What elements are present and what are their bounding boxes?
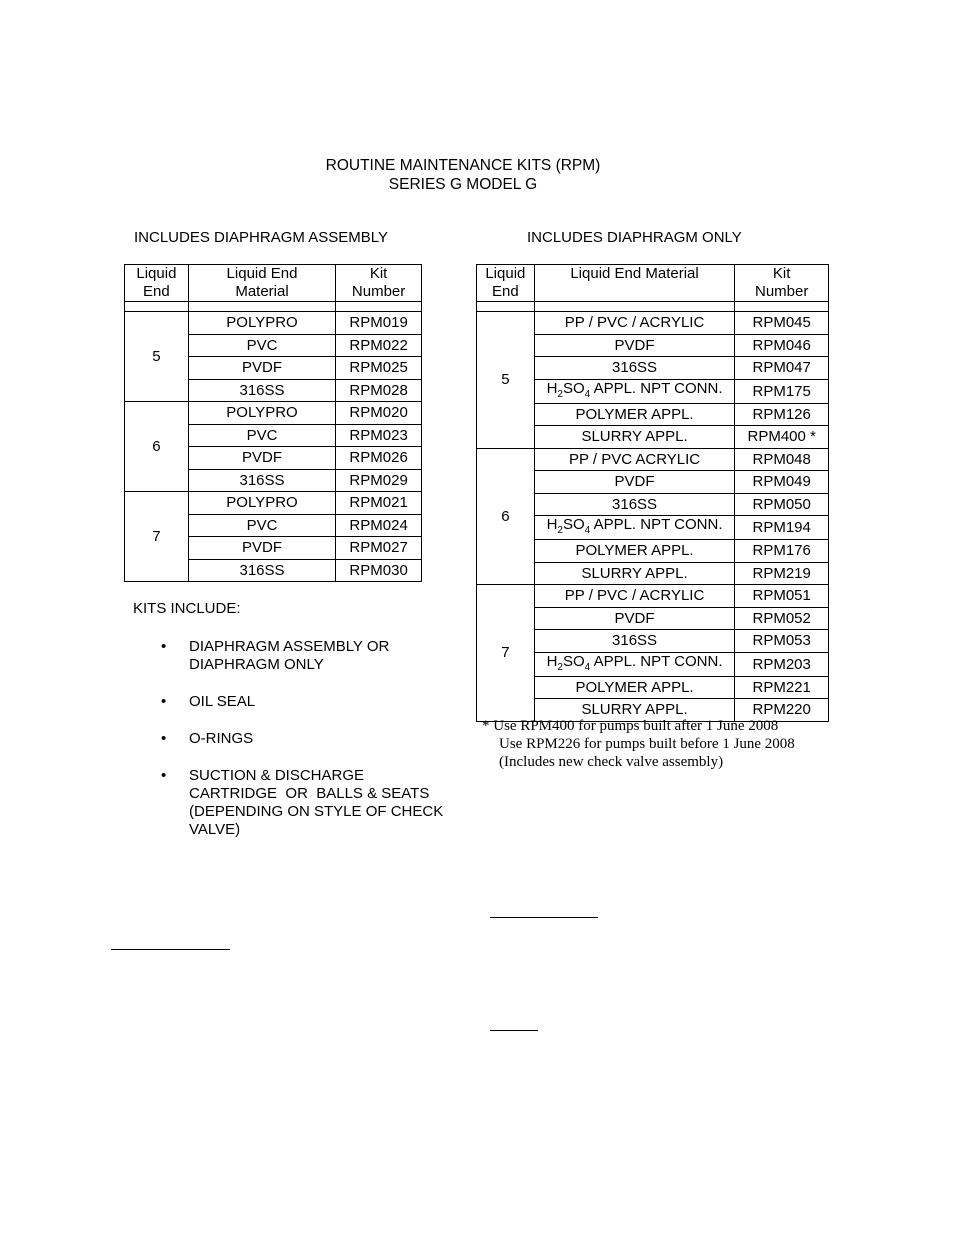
kits-include-list — [133, 638, 473, 858]
page-title-line-2: SERIES G MODEL G — [388, 176, 538, 193]
right-table-heading: INCLUDES DIAPHRAGM ONLY — [527, 229, 742, 246]
kit-number-cell: RPM025 — [336, 357, 422, 380]
liquid-end-cell: 5 — [125, 312, 189, 402]
kit-number-cell: RPM022 — [336, 334, 422, 357]
horizontal-rule — [490, 1030, 538, 1031]
column-header-liquid-end — [477, 265, 535, 302]
header-text: Liquid — [136, 265, 177, 282]
page-title — [0, 156, 926, 194]
kit-number-cell: RPM027 — [336, 537, 422, 560]
material-cell: PP / PVC ACRYLIC — [534, 448, 735, 471]
bullet-icon: • — [161, 638, 167, 655]
footnote-line-2: Use RPM226 for pumps built before 1 June 2008 — [499, 736, 795, 752]
spacer-cell — [336, 302, 422, 312]
material-cell: PVDF — [534, 607, 735, 630]
material-cell — [534, 516, 735, 540]
chemical-symbol: SO — [562, 379, 585, 397]
column-header-liquid-end — [125, 265, 189, 302]
material-cell: PVC — [188, 514, 335, 537]
header-text: End — [492, 283, 519, 300]
material-cell: POLYPRO — [188, 492, 335, 515]
spacer-cell — [125, 302, 189, 312]
chemical-symbol: H — [546, 379, 558, 397]
spacer-cell — [188, 302, 335, 312]
kit-number-cell: RPM051 — [735, 585, 829, 608]
table-row — [477, 312, 829, 335]
material-cell: POLYPRO — [188, 312, 335, 335]
chemical-symbol: SO — [562, 516, 585, 533]
chemical-subscript: 2 — [557, 525, 563, 536]
left-table-heading: INCLUDES DIAPHRAGM ASSEMBLY — [134, 229, 388, 246]
kit-number-cell: RPM030 — [336, 559, 422, 582]
chemical-subscript: 2 — [557, 661, 563, 673]
kit-number-cell: RPM220 — [735, 699, 829, 722]
material-cell: POLYPRO — [188, 402, 335, 425]
column-header-material — [534, 265, 735, 302]
kit-number-cell: RPM052 — [735, 607, 829, 630]
chemical-subscript: 2 — [557, 388, 563, 400]
kit-number-cell: RPM400 * — [735, 426, 829, 449]
material-cell — [534, 652, 735, 676]
header-text: Number — [755, 283, 809, 300]
column-header-kit-number — [336, 265, 422, 302]
chemical-subscript: 4 — [584, 661, 591, 673]
header-text: Material — [235, 283, 289, 300]
kit-number-cell: RPM028 — [336, 379, 422, 402]
kit-number-cell: RPM048 — [735, 448, 829, 471]
bullet-icon: • — [161, 730, 167, 747]
kit-number-cell: RPM029 — [336, 469, 422, 492]
list-item — [133, 693, 473, 711]
material-cell: PVC — [188, 334, 335, 357]
kits-include-heading: KITS INCLUDE: — [133, 600, 241, 617]
list-item-line: SUCTION & DISCHARGE — [189, 767, 365, 784]
material-text: APPL. NPT CONN. — [590, 516, 723, 533]
kit-number-cell: RPM221 — [735, 676, 829, 699]
diaphragm-assembly-kits-table — [124, 264, 422, 582]
kit-number-cell: RPM020 — [336, 402, 422, 425]
footnote-line-3: (Includes new check valve assembly) — [499, 754, 724, 770]
list-item — [133, 638, 473, 674]
kit-number-cell: RPM194 — [735, 516, 829, 540]
material-cell — [534, 379, 735, 403]
column-header-material — [188, 265, 335, 302]
kit-number-cell: RPM047 — [735, 357, 829, 380]
diaphragm-only-kits-table — [476, 264, 829, 722]
header-text: Liquid End — [226, 265, 298, 282]
material-cell: PVDF — [534, 471, 735, 494]
kit-number-cell: RPM024 — [336, 514, 422, 537]
material-cell: PVDF — [188, 357, 335, 380]
list-item-line: DIAPHRAGM ONLY — [189, 656, 324, 673]
list-item-line: (DEPENDING ON STYLE OF CHECK — [189, 803, 444, 820]
kit-number-cell: RPM175 — [735, 379, 829, 403]
kit-number-cell: RPM219 — [735, 562, 829, 585]
chemical-subscript: 4 — [584, 525, 591, 536]
bullet-icon: • — [161, 693, 167, 710]
material-cell: 316SS — [188, 379, 335, 402]
table-row — [125, 312, 422, 335]
material-cell: PVC — [188, 424, 335, 447]
horizontal-rule — [490, 917, 598, 918]
table-header-row — [125, 265, 422, 302]
material-cell: PVDF — [188, 447, 335, 470]
material-cell: PVDF — [188, 537, 335, 560]
material-cell: PVDF — [534, 334, 735, 357]
table-spacer-row — [125, 302, 422, 312]
material-cell: POLYMER APPL. — [534, 403, 735, 426]
material-cell: POLYMER APPL. — [534, 540, 735, 563]
header-text: Number — [351, 283, 406, 300]
material-cell: 316SS — [534, 357, 735, 380]
kit-number-cell: RPM203 — [735, 652, 829, 676]
list-item-line: O-RINGS — [189, 730, 254, 747]
chemical-symbol: SO — [562, 652, 585, 670]
list-item-line: VALVE) — [189, 821, 241, 838]
kit-number-cell: RPM019 — [336, 312, 422, 335]
kit-number-cell: RPM050 — [735, 493, 829, 516]
table-row — [125, 402, 422, 425]
list-item-line: CARTRIDGE OR BALLS & SEATS — [189, 785, 430, 802]
list-item-line: OIL SEAL — [189, 693, 256, 710]
material-text: APPL. NPT CONN. — [590, 652, 723, 670]
kit-number-cell: RPM126 — [735, 403, 829, 426]
footnote — [482, 717, 795, 771]
horizontal-rule — [111, 949, 230, 950]
material-cell: POLYMER APPL. — [534, 676, 735, 699]
list-item — [133, 730, 473, 748]
header-text: Liquid — [485, 265, 526, 282]
spacer-cell — [477, 302, 535, 312]
chemical-subscript: 4 — [584, 388, 591, 400]
chemical-symbol: H — [546, 652, 558, 670]
liquid-end-cell: 7 — [477, 585, 535, 722]
list-item — [133, 767, 473, 839]
kit-number-cell: RPM045 — [735, 312, 829, 335]
footnote-line-1: * Use RPM400 for pumps built after 1 June 2008 — [482, 718, 779, 734]
column-header-kit-number — [735, 265, 829, 302]
material-cell: 316SS — [188, 559, 335, 582]
kit-number-cell: RPM023 — [336, 424, 422, 447]
kit-number-cell: RPM049 — [735, 471, 829, 494]
table-header-row — [477, 265, 829, 302]
material-cell: SLURRY APPL. — [534, 562, 735, 585]
material-cell: 316SS — [534, 630, 735, 653]
liquid-end-cell: 7 — [125, 492, 189, 582]
header-text: Liquid End Material — [570, 265, 699, 282]
kit-number-cell: RPM026 — [336, 447, 422, 470]
liquid-end-cell: 5 — [477, 312, 535, 449]
material-cell: SLURRY APPL. — [534, 426, 735, 449]
kit-number-cell: RPM053 — [735, 630, 829, 653]
list-item-line: DIAPHRAGM ASSEMBLY OR — [189, 638, 390, 655]
liquid-end-cell: 6 — [125, 402, 189, 492]
liquid-end-cell: 6 — [477, 448, 535, 585]
spacer-cell — [735, 302, 829, 312]
bullet-icon: • — [161, 767, 167, 784]
spacer-cell — [534, 302, 735, 312]
table-row — [477, 585, 829, 608]
material-cell: PP / PVC / ACRYLIC — [534, 312, 735, 335]
chemical-symbol: H — [546, 516, 558, 533]
material-cell: PP / PVC / ACRYLIC — [534, 585, 735, 608]
material-cell: SLURRY APPL. — [534, 699, 735, 722]
table-spacer-row — [477, 302, 829, 312]
table-row — [477, 448, 829, 471]
table-row — [125, 492, 422, 515]
header-text: Kit — [772, 265, 791, 282]
kit-number-cell: RPM021 — [336, 492, 422, 515]
material-text: APPL. NPT CONN. — [590, 379, 723, 397]
page-title-line-1: ROUTINE MAINTENANCE KITS (RPM) — [325, 157, 601, 174]
kit-number-cell: RPM176 — [735, 540, 829, 563]
material-cell: 316SS — [188, 469, 335, 492]
material-cell: 316SS — [534, 493, 735, 516]
kit-number-cell: RPM046 — [735, 334, 829, 357]
header-text: End — [143, 283, 170, 300]
header-text: Kit — [369, 265, 388, 282]
